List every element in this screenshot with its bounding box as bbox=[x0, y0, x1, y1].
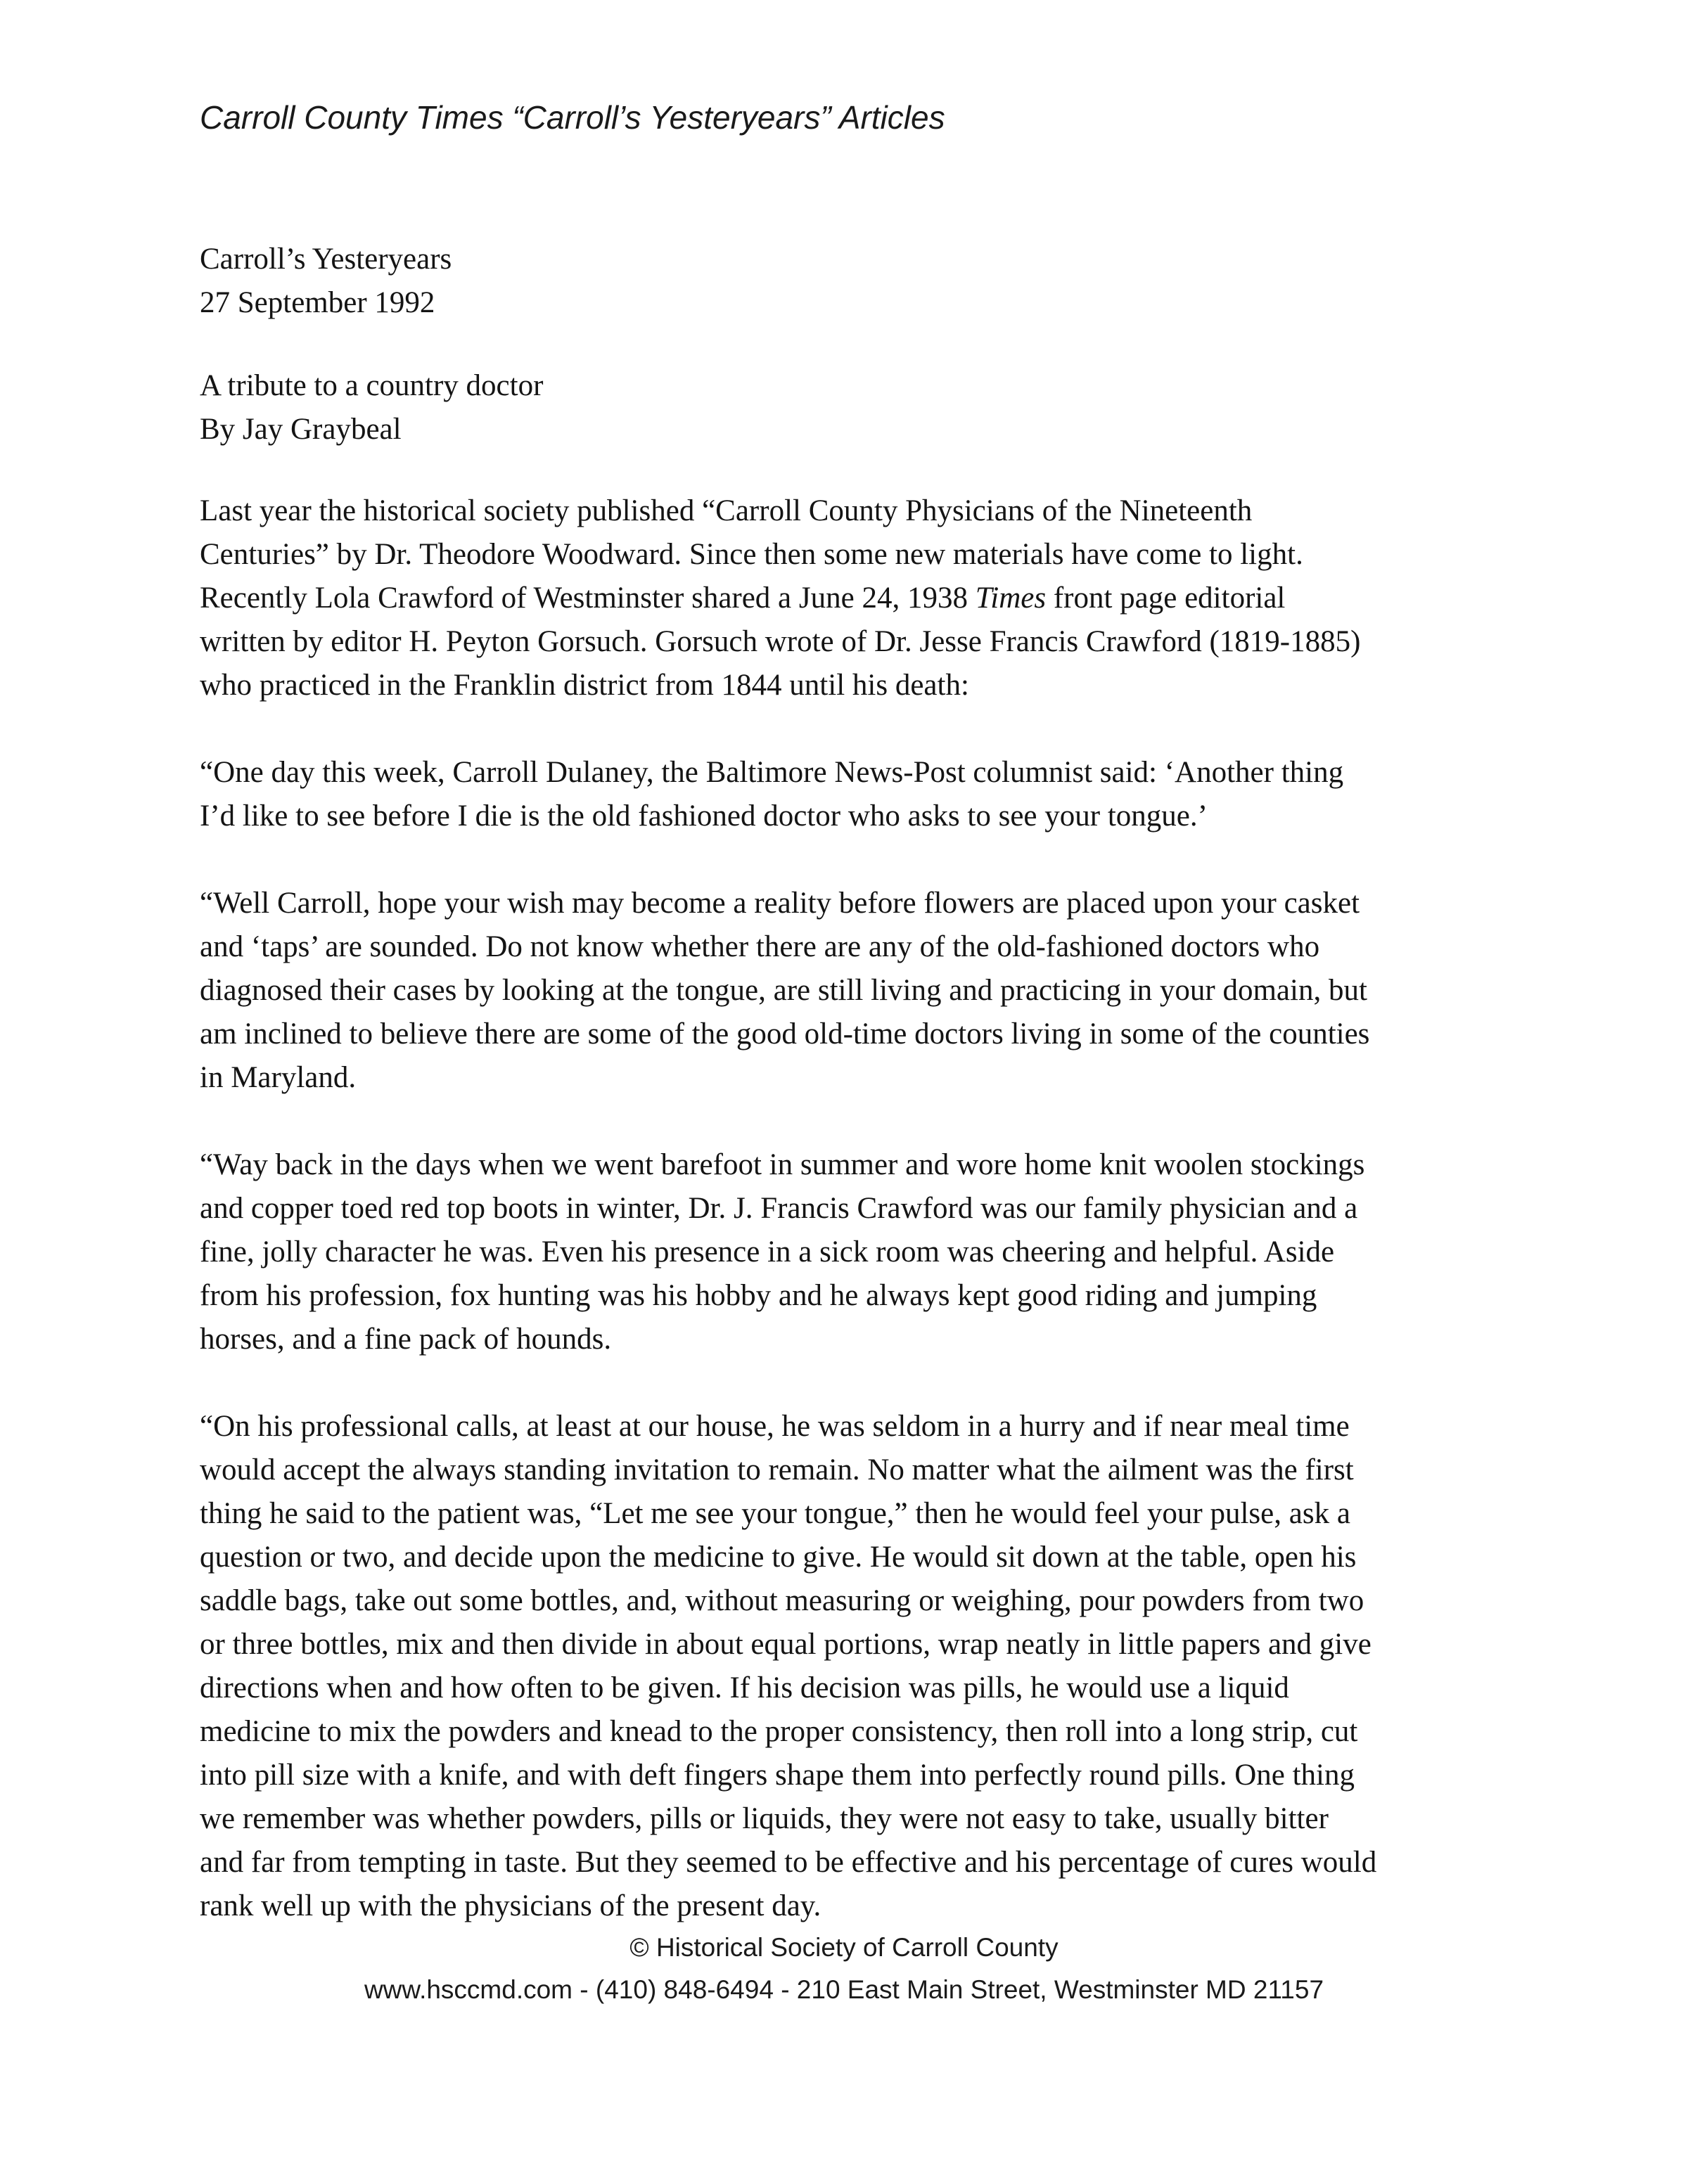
paragraph-line: am inclined to believe there are some of the good old-time doctors living in some of the counties bbox=[200, 1017, 1370, 1051]
paragraph-reply bbox=[200, 882, 1508, 1100]
column-name: Carroll’s Yesteryears bbox=[200, 243, 452, 276]
paragraph-line: and ‘taps’ are sounded. Do not know whether there are any of the old-fashioned doctors who bbox=[200, 930, 1320, 963]
paragraph-line: we remember was whether powders, pills or liquids, they were not easy to take, usually bitter bbox=[200, 1802, 1329, 1835]
paragraph-line: written by editor H. Peyton Gorsuch. Gorsuch wrote of Dr. Jesse Francis Crawford (1819-1885) bbox=[200, 625, 1361, 658]
paragraph-professional-calls bbox=[200, 1405, 1508, 1928]
text-run: front page editorial bbox=[1046, 582, 1286, 615]
footer-contact: www.hsccmd.com - (410) 848-6494 - 210 East Main Street, Westminster MD 21157 bbox=[364, 1975, 1324, 2004]
paragraph-dulaney-quote bbox=[200, 751, 1508, 838]
article-date: 27 September 1992 bbox=[200, 286, 435, 319]
column-info bbox=[200, 238, 1508, 325]
footer-copyright: © Historical Society of Carroll County bbox=[629, 1933, 1059, 1962]
paragraph-line: “Well Carroll, hope your wish may become a reality before flowers are placed upon your casket bbox=[200, 887, 1360, 920]
paragraph-line: fine, jolly character he was. Even his presence in a sick room was cheering and helpful. Aside bbox=[200, 1235, 1335, 1268]
paragraph-line: from his profession, fox hunting was his hobby and he always kept good riding and jumping bbox=[200, 1279, 1317, 1312]
paragraph-family-physician bbox=[200, 1143, 1508, 1361]
title-block bbox=[200, 364, 1508, 451]
paragraph-line: “On his professional calls, at least at our house, he was seldom in a hurry and if near meal time bbox=[200, 1410, 1350, 1443]
paragraph-line: rank well up with the physicians of the present day. bbox=[200, 1889, 821, 1922]
article-byline: By Jay Graybeal bbox=[200, 413, 402, 446]
running-header: Carroll County Times “Carroll’s Yesteryears” Articles bbox=[200, 99, 945, 136]
paragraph-line: medicine to mix the powders and knead to the proper consistency, then roll into a long strip, cut bbox=[200, 1715, 1358, 1748]
paragraph-line bbox=[200, 577, 1508, 620]
paragraph-line: I’d like to see before I die is the old fashioned doctor who asks to see your tongue.’ bbox=[200, 799, 1208, 833]
text-run: Recently Lola Crawford of Westminster shared a June 24, 1938 bbox=[200, 582, 976, 615]
paragraph-line: into pill size with a knife, and with deft fingers shape them into perfectly round pills. One thing bbox=[200, 1759, 1355, 1792]
paragraph-line: who practiced in the Franklin district from 1844 until his death: bbox=[200, 669, 969, 702]
newspaper-name: Times bbox=[975, 582, 1047, 615]
paragraph-line: Centuries” by Dr. Theodore Woodward. Since then some new materials have come to light. bbox=[200, 538, 1303, 571]
paragraph-line: “Way back in the days when we went barefoot in summer and wore home knit woolen stockings bbox=[200, 1148, 1365, 1181]
paragraph-line: “One day this week, Carroll Dulaney, the Baltimore News-Post columnist said: ‘Another thing bbox=[200, 756, 1344, 789]
paragraph-line: and far from tempting in taste. But they seemed to be effective and his percentage of cures would bbox=[200, 1846, 1377, 1879]
paragraph-line: or three bottles, mix and then divide in about equal portions, wrap neatly in little papers and give bbox=[200, 1628, 1372, 1661]
page-footer bbox=[0, 1927, 1688, 2011]
paragraph-line: in Maryland. bbox=[200, 1061, 357, 1094]
article bbox=[200, 238, 1508, 1928]
paragraph-intro bbox=[200, 489, 1508, 707]
paragraph-line: question or two, and decide upon the medicine to give. He would sit down at the table, open his bbox=[200, 1541, 1357, 1574]
paragraph-line: would accept the always standing invitation to remain. No matter what the ailment was the first bbox=[200, 1453, 1354, 1486]
article-headline: A tribute to a country doctor bbox=[200, 369, 544, 402]
paragraph-line: directions when and how often to be given. If his decision was pills, he would use a liquid bbox=[200, 1671, 1289, 1704]
paragraph-line: saddle bags, take out some bottles, and, without measuring or weighing, pour powders from two bbox=[200, 1584, 1364, 1617]
paragraph-line: and copper toed red top boots in winter, Dr. J. Francis Crawford was our family physician and a bbox=[200, 1192, 1358, 1225]
paragraph-line: Last year the historical society published “Carroll County Physicians of the Nineteenth bbox=[200, 494, 1253, 527]
paragraph-line: diagnosed their cases by looking at the tongue, are still living and practicing in your domain, but bbox=[200, 974, 1367, 1007]
paragraph-line: thing he said to the patient was, “Let me see your tongue,” then he would feel your pulse, ask a bbox=[200, 1497, 1350, 1530]
paragraph-line: horses, and a fine pack of hounds. bbox=[200, 1323, 612, 1356]
